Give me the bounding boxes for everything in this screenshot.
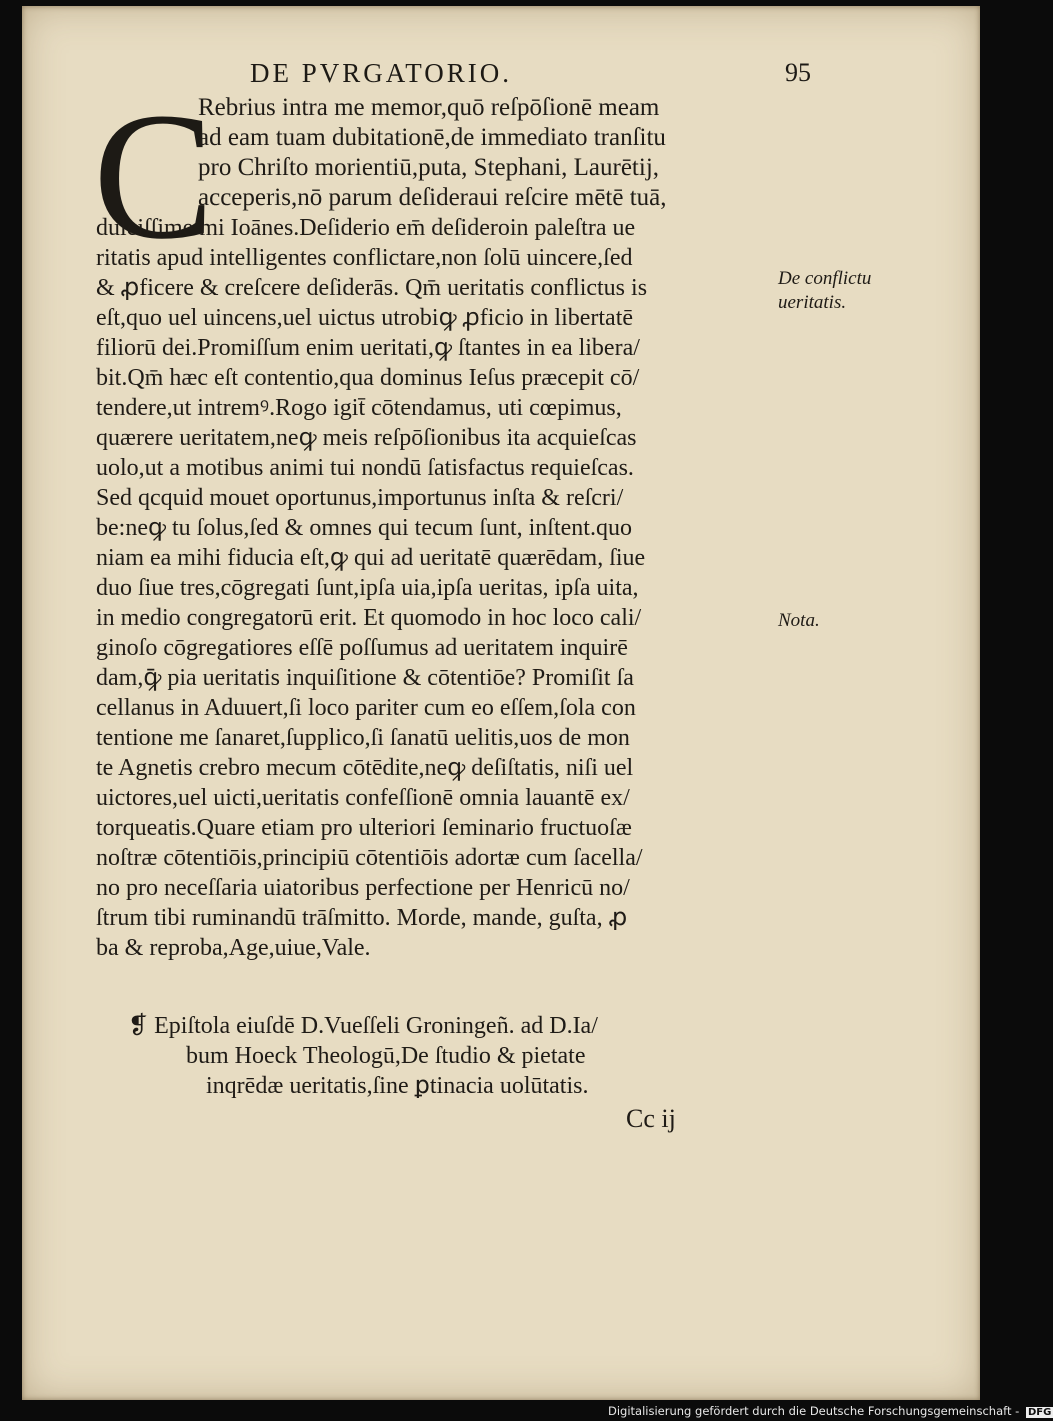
text-line: pro Chriſto morientiū,puta, Stephani, Laurētij, <box>198 154 660 181</box>
dfg-logo: DFG <box>1027 1407 1052 1418</box>
drop-cap: C <box>93 76 215 277</box>
signature-mark: Cc ij <box>626 1104 676 1133</box>
text-line: tentione me ſanaret,ſupplico,ſi ſanatū uelitis,uos de mon <box>96 725 630 751</box>
text-line: torqueatis.Quare etiam pro ulteriori ſeminario fructuoſæ <box>96 815 632 841</box>
text-line: cellanus in Aduuert,ſi loco pariter cum eo eſſem,ſola con <box>96 695 636 721</box>
text-line: ba & reproba,Age,uiue,Vale. <box>96 935 371 961</box>
text-line: dulciſſime mi Ioānes.Deſiderio em̄ deſideroin paleſtra ue <box>96 215 636 241</box>
margin-note: De conflictu <box>778 268 872 289</box>
epistle-heading-line: inqrēdæ ueritatis,ſine ꝑtinacia uolūtatis. <box>206 1073 589 1099</box>
text-line: noſtræ cōtentiōis,principiū cōtentiōis adortæ cum ſacella/ <box>96 845 643 871</box>
text-line: niam ea mihi fiducia eſt,ꝙ qui ad ueritatē quærēdam, ſiue <box>96 545 646 571</box>
text-line: filiorū dei.Promiſſum enim ueritati,ꝙ ſtantes in ea libera/ <box>96 335 640 361</box>
footer-text: Digitalisierung gefördert durch die Deutsche Forschungsgemeinschaft - <box>608 1404 1020 1418</box>
text-line: no pro neceſſaria uiatoribus perfectione per Henricū no/ <box>96 875 630 901</box>
text-line: bit.Qm̄ hæc eſt contentio,qua dominus Ieſus præcepit cō/ <box>96 365 640 391</box>
text-line: ritatis apud intelligentes conflictare,non ſolū uincere,ſed <box>96 245 633 271</box>
epistle-heading-line: ❡ Epiſtola eiuſdē D.Vueſſeli Groningeñ. ad D.Ia/ <box>128 1013 598 1039</box>
text-line: & ꝓficere & creſcere deſiderās. Qm̄ ueritatis conflictus is <box>96 275 648 301</box>
text-line: uictores,uel uicti,ueritatis confeſſionē omnia lauantē ex/ <box>96 785 630 811</box>
text-line: te Agnetis crebro mecum cōtēdite,neꝙ deſiſtatis, niſi uel <box>96 755 634 781</box>
running-title: DE PVRGATORIO. <box>250 58 513 88</box>
text-line: be:neꝙ tu ſolus,ſed & omnes qui tecum ſunt, inſtent.quo <box>96 515 632 541</box>
text-line: uolo,ut a motibus animi tui nondū ſatisfactus requieſcas. <box>96 455 634 481</box>
funding-footer <box>608 1404 1053 1418</box>
text-line: duo ſiue tres,cōgregati ſunt,ipſa uia,ipſa ueritas, ipſa uita, <box>96 575 639 601</box>
text-line: dam,ꝙ̄ pia ueritatis inquiſitione & cōtentiōe? Promiſit ſa <box>96 665 634 691</box>
text-line: ſtrum tibi ruminandū trāſmitto. Morde, mande, guſta, ꝓ <box>96 905 628 931</box>
text-line: Rebrius intra me memor,quō reſpōſionē meam <box>198 94 660 121</box>
text-line: Sed qcquid mouet oportunus,importunus inſta & reſcri/ <box>96 485 624 511</box>
text-line: ad eam tuam dubitationē,de immediato tranſitu <box>198 124 666 151</box>
text-line: quærere ueritatem,neꝙ meis reſpōſionibus ita acquieſcas <box>96 425 637 451</box>
margin-note: ueritatis. <box>778 292 847 313</box>
text-line: eſt,quo uel uincens,uel uictus utrobiꝙ ꝓficio in libertatē <box>96 305 634 331</box>
epistle-heading-line: bum Hoeck Theologū,De ſtudio & pietate <box>186 1043 586 1069</box>
text-line: tendere,ut intremꝰ.Rogo igit̄ cōtendamus, uti cœpimus, <box>96 395 622 421</box>
text-line: ginoſo cōgregatiores eſſē poſſumus ad ueritatem inquirē <box>96 635 628 661</box>
text-line: in medio congregatorū erit. Et quomodo in hoc loco cali/ <box>96 605 642 631</box>
folio-number: 95 <box>785 58 811 87</box>
margin-note: Nota. <box>778 610 820 631</box>
text-line: acceperis,nō parum deſideraui reſcire mētē tuā, <box>198 184 667 211</box>
